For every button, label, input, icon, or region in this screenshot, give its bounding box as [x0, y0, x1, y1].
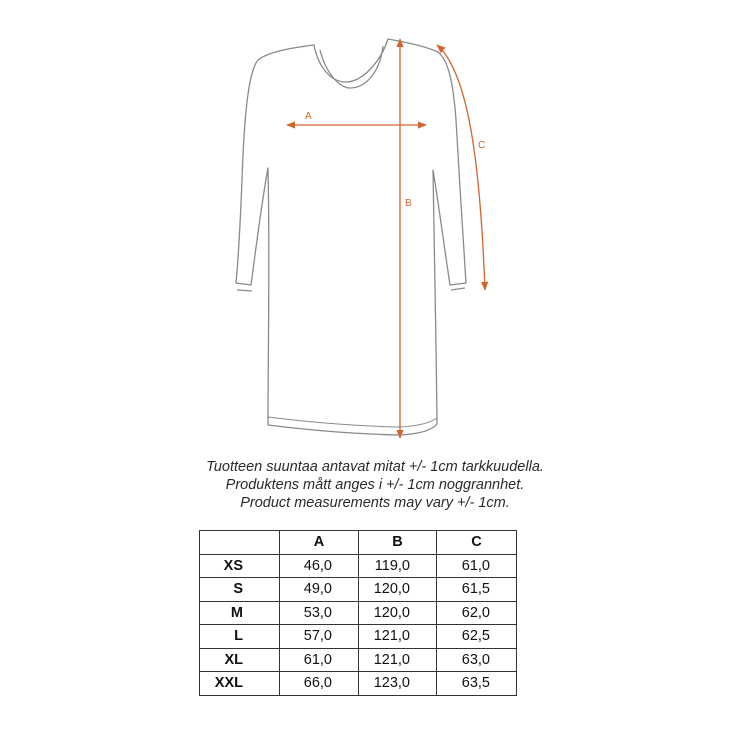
header-size	[200, 531, 280, 555]
label-a: A	[305, 111, 312, 122]
table-row	[200, 578, 517, 602]
value-b: 119,0	[359, 554, 437, 578]
label-c: C	[478, 140, 486, 151]
measurement-arrows	[287, 39, 485, 438]
value-c: 61,0	[437, 554, 517, 578]
value-a: 61,0	[280, 648, 359, 672]
table-row	[200, 625, 517, 649]
value-a: 53,0	[280, 601, 359, 625]
value-a: 46,0	[280, 554, 359, 578]
size-table	[199, 530, 517, 696]
table-row	[200, 648, 517, 672]
size-cell: L	[200, 625, 280, 649]
table-row	[200, 672, 517, 696]
size-cell: M	[200, 601, 280, 625]
tolerance-note-sv: Produktens mått anges i +/- 1cm noggrannhet.	[225, 477, 525, 493]
value-b: 120,0	[359, 578, 437, 602]
value-c: 63,5	[437, 672, 517, 696]
value-c: 63,0	[437, 648, 517, 672]
size-cell: XS	[200, 554, 280, 578]
size-cell: XXL	[200, 672, 280, 696]
dress-outline	[236, 39, 466, 435]
value-a: 66,0	[280, 672, 359, 696]
table-row	[200, 554, 517, 578]
value-c: 62,0	[437, 601, 517, 625]
value-b: 121,0	[359, 648, 437, 672]
size-cell: XL	[200, 648, 280, 672]
header-a: A	[280, 531, 359, 555]
table-row	[200, 601, 517, 625]
value-b: 121,0	[359, 625, 437, 649]
value-b: 120,0	[359, 601, 437, 625]
label-b: B	[405, 198, 412, 209]
tolerance-note-en: Product measurements may vary +/- 1cm.	[240, 495, 510, 511]
value-a: 49,0	[280, 578, 359, 602]
value-a: 57,0	[280, 625, 359, 649]
tolerance-note-fi: Tuotteen suuntaa antavat mitat +/- 1cm tarkkuudella.	[206, 459, 544, 475]
header-c: C	[437, 531, 517, 555]
size-cell: S	[200, 578, 280, 602]
value-b: 123,0	[359, 672, 437, 696]
table-header-row	[200, 531, 517, 555]
value-c: 62,5	[437, 625, 517, 649]
value-c: 61,5	[437, 578, 517, 602]
header-b: B	[359, 531, 437, 555]
arrow-c	[437, 45, 485, 290]
